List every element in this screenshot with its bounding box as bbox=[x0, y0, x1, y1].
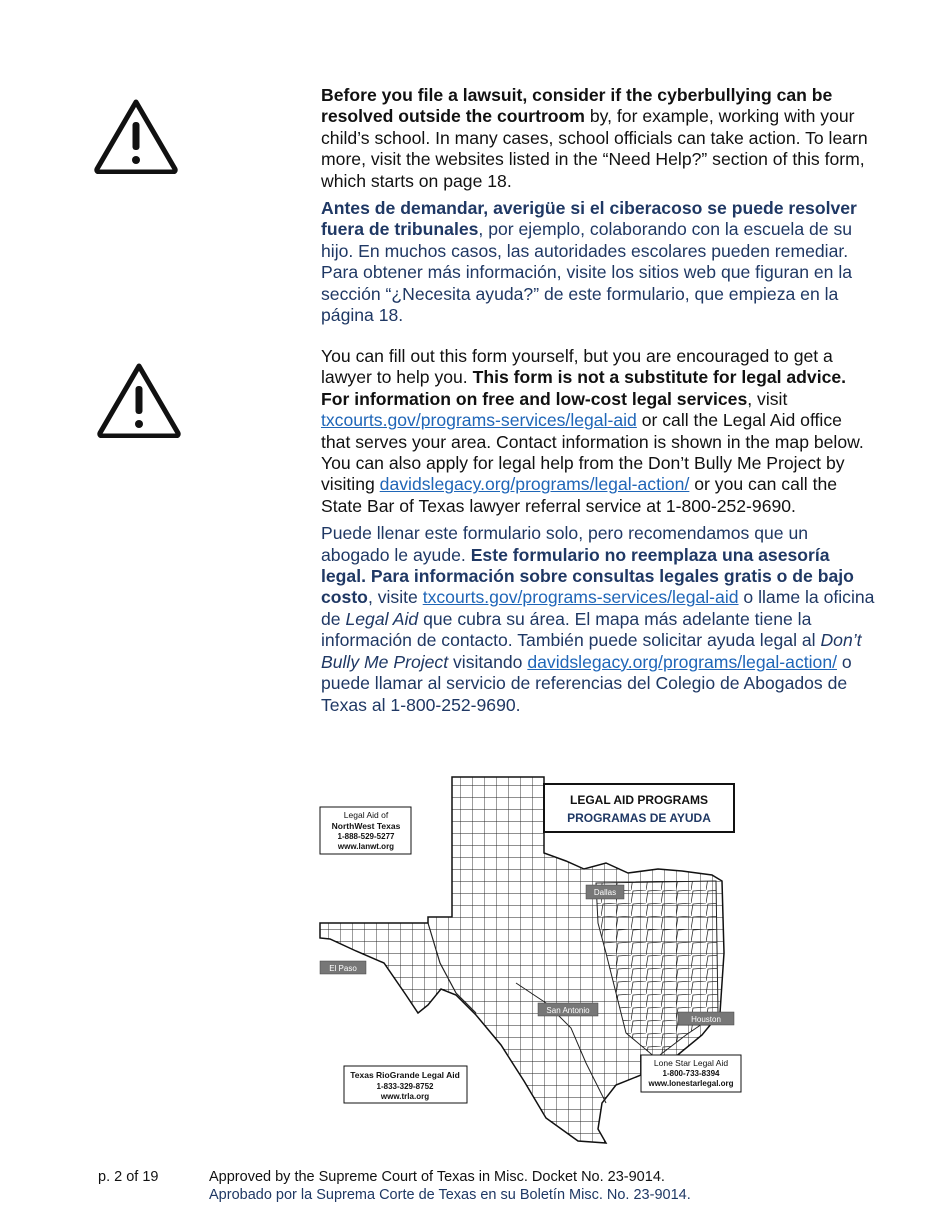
nw-name: Legal Aid of bbox=[343, 810, 389, 820]
legal-help-italic: Don’t Bully Me Project bbox=[321, 630, 862, 672]
city-label: El Paso bbox=[329, 964, 357, 973]
nw-phone: 1-888-529-5277 bbox=[337, 832, 395, 841]
city-label-elpaso bbox=[320, 961, 366, 974]
page-number: p. 2 of 19 bbox=[98, 1169, 159, 1185]
legal-help-text: Puede llenar este formulario solo, pero recomendamos que un abogado le ayude. bbox=[321, 523, 809, 565]
txcourts-link[interactable]: txcourts.gov/programs-services/legal-aid bbox=[321, 410, 637, 431]
legal-help-spanish bbox=[321, 523, 876, 716]
notice-english-text: by, for example, working with your child’s school. In many cases, school officials can take action. To learn more, visit the websites listed in the “Need Help?” section of this form, which starts on page 18. bbox=[321, 106, 868, 191]
ls-phone: 1-800-733-8394 bbox=[662, 1069, 720, 1078]
city-label-dallas bbox=[586, 885, 624, 899]
legal-help-notice bbox=[321, 346, 876, 716]
approval-notice bbox=[209, 1168, 691, 1204]
city-label-sanantonio bbox=[538, 1003, 598, 1016]
map-title-es: PROGRAMAS DE AYUDA bbox=[567, 811, 711, 825]
legal-help-text: visitando bbox=[448, 651, 528, 672]
rg-phone: 1-833-329-8752 bbox=[376, 1082, 434, 1091]
legal-help-text: or you can call the State Bar of Texas lawyer referral service at 1-800-252-9690. bbox=[321, 474, 838, 516]
legal-help-text: , visit bbox=[747, 388, 788, 409]
nw-name: NorthWest Texas bbox=[331, 821, 401, 831]
legal-help-text: , visite bbox=[367, 587, 423, 608]
txcourts-link[interactable]: txcourts.gov/programs-services/legal-aid bbox=[422, 587, 739, 608]
approval-english: Approved by the Supreme Court of Texas in Misc. Docket No. 23-9014. bbox=[209, 1169, 665, 1185]
lonestar-legal-aid-box bbox=[641, 1055, 741, 1092]
riogrande-legal-aid-box bbox=[344, 1066, 467, 1103]
legal-help-text: or call the Legal Aid office that serves your area. Contact information is shown in the map below. You can also apply for legal help from the Don’t Bully Me Project by visiting bbox=[321, 410, 864, 495]
davidslegacy-link[interactable]: davidslegacy.org/programs/legal-action/ bbox=[379, 474, 690, 495]
nw-legal-aid-box bbox=[320, 807, 411, 854]
map-title-en: LEGAL AID PROGRAMS bbox=[569, 793, 709, 807]
rg-name: Texas RioGrande Legal Aid bbox=[350, 1070, 460, 1080]
notice-english bbox=[321, 85, 876, 192]
notice-spanish bbox=[321, 198, 876, 326]
legal-aid-map bbox=[316, 773, 746, 1148]
approval-spanish: Aprobado por la Suprema Corte de Texas en su Boletín Misc. No. 23-9014. bbox=[209, 1187, 691, 1203]
legal-help-italic: Legal Aid bbox=[345, 608, 419, 629]
legal-help-text: You can fill out this form yourself, but you are encouraged to get a lawyer to help you. bbox=[321, 346, 833, 388]
cyberbullying-notice bbox=[321, 85, 876, 326]
city-label: San Antonio bbox=[546, 1006, 590, 1015]
rg-web: www.trla.org bbox=[380, 1092, 430, 1101]
legal-help-english bbox=[321, 346, 876, 517]
warning-icon bbox=[94, 98, 178, 174]
legal-help-bold: This form is not a substitute for legal advice. For information on free and low-cost legal services bbox=[321, 367, 847, 409]
ls-name: Lone Star Legal Aid bbox=[653, 1058, 729, 1068]
city-label-houston bbox=[678, 1012, 734, 1025]
nw-web: www.lanwt.org bbox=[337, 842, 395, 851]
legal-help-text: que cubra su área. El mapa más adelante tiene la información de contacto. También puede solicitar ayuda legal al bbox=[321, 608, 821, 651]
davidslegacy-link[interactable]: davidslegacy.org/programs/legal-action/ bbox=[527, 651, 838, 672]
notice-spanish-text: , por ejemplo, colaborando con la escuela de su hijo. En muchos casos, las autoridades escolares pueden remediar. Para obtener más información, visite los sitios web que figuran en la sección “¿Necesita ayuda?” de este formulario, que empieza en la página 18. bbox=[321, 219, 853, 326]
notice-english-bold: Before you file a lawsuit, consider if the cyberbullying can be resolved outside the courtroom bbox=[321, 85, 833, 127]
city-label: Dallas bbox=[593, 888, 617, 897]
legal-help-bold: Este formulario no reemplaza una asesoría legal. Para información sobre consultas legales gratis o de bajo costo bbox=[321, 544, 854, 608]
legal-help-text: o puede llamar al servicio de referencias del Colegio de Abogados de Texas al 1-800-252-9690. bbox=[321, 651, 852, 715]
warning-icon bbox=[97, 362, 181, 438]
notice-spanish-bold: Antes de demandar, averigüe si el ciberacoso se puede resolver fuera de tribunales bbox=[321, 198, 857, 240]
legal-help-text: o llame la oficina de bbox=[321, 587, 875, 629]
title-box bbox=[544, 784, 734, 832]
city-label: Houston bbox=[691, 1015, 721, 1024]
ls-web: www.lonestarlegal.org bbox=[648, 1079, 734, 1088]
